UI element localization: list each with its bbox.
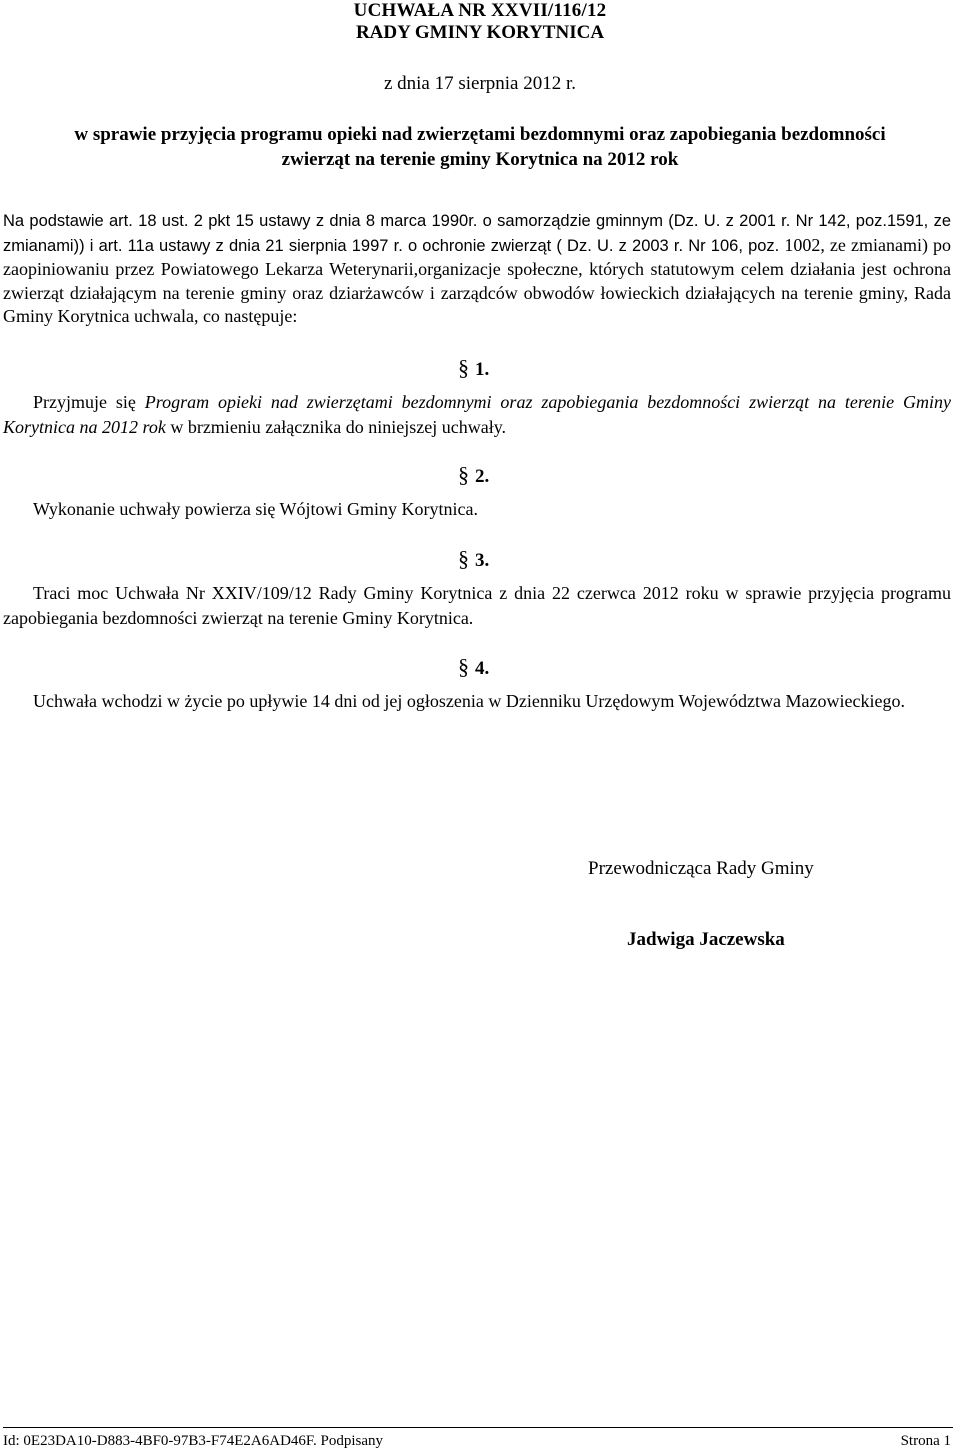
section-3-text-body: Traci moc Uchwała Nr XXIV/109/12 Rady Gminy Korytnica z dnia 22 czerwca 2012 roku w sprawie przyjęcia programu zapobiegania bezdomności zwierząt na terenie Gminy Korytnica. <box>3 583 951 628</box>
section-4-text <box>3 689 951 714</box>
section-sign-icon: § <box>458 355 469 380</box>
section-number: 3. <box>475 550 490 571</box>
section-sign-icon: § <box>458 546 469 571</box>
signer-role: Przewodnicząca Rady Gminy <box>588 858 814 879</box>
section-2-text-body: Wykonanie uchwały powierza się Wójtowi Gminy Korytnica. <box>33 499 478 519</box>
section-number: 4. <box>475 658 490 679</box>
page-number: Strona 1 <box>900 1433 951 1449</box>
document-id: Id: 0E23DA10-D883-4BF0-97B3-F74E2A6AD46F. Podpisany <box>3 1433 384 1449</box>
signer-name: Jadwiga Jaczewska <box>627 929 785 950</box>
section-2-heading <box>458 462 489 488</box>
issuing-body: RADY GMINY KORYTNICA <box>355 22 605 43</box>
section-1-text-post: w brzmieniu załącznika do niniejszej uchwały. <box>170 417 507 437</box>
section-number: 1. <box>475 359 490 380</box>
section-4-text-body: Uchwała wchodzi w życie po upływie 14 dni od jej ogłoszenia w Dzienniku Urzędowym Województwa Mazowieckiego. <box>33 691 905 711</box>
legal-basis <box>3 209 951 329</box>
section-4-heading <box>458 654 489 680</box>
section-1-text-pre: Przyjmuje się <box>33 392 136 412</box>
legal-basis-part1: Na podstawie art. 18 ust. 2 pkt 15 ustawy z dnia 8 marca 1990r. o samorządzie gminnym (Dz. U. z 2001 r. Nr 142, poz.1591, ze zmianami)) i art. 11a ustawy z dnia 21 sierpnia 1997 r. o ochronie zwierząt ( Dz. U. z 2003 r. Nr 106, poz. <box>3 212 951 255</box>
section-sign-icon: § <box>458 654 469 679</box>
section-number: 2. <box>475 466 490 487</box>
document-date: z dnia 17 sierpnia 2012 r. <box>383 73 577 94</box>
section-3-text <box>3 581 951 631</box>
legal-basis-part2: 1002, ze zmianami) po zaopiniowaniu przez Powiatowego Lekarza Weterynarii,organizacje społeczne, których statutowym celem działania jest ochrona zwierząt działającym na terenie gminy oraz dziarżawców i zarządców obwodów łowieckich działających na terenie gminy, Rada Gminy Korytnica uchwala, co następuje: <box>3 234 952 326</box>
program-title: Program opieki nad zwierzętami bezdomnymi oraz zapobiegania bezdomności zwierząt na terenie Gminy Korytnica na 2012 rok <box>3 392 952 437</box>
section-1-heading <box>458 355 489 381</box>
document-subject: w sprawie przyjęcia programu opieki nad zwierzętami bezdomnymi oraz zapobiegania bezdomności zwierząt na terenie gminy Korytnica na 2012 rok <box>74 124 886 170</box>
footer-divider <box>3 1427 953 1428</box>
document-title: UCHWAŁA NR XXVII/116/12 <box>353 0 607 21</box>
section-sign-icon: § <box>458 462 469 487</box>
section-2-text <box>3 497 951 522</box>
section-3-heading <box>458 546 489 572</box>
section-1-text <box>3 390 951 440</box>
